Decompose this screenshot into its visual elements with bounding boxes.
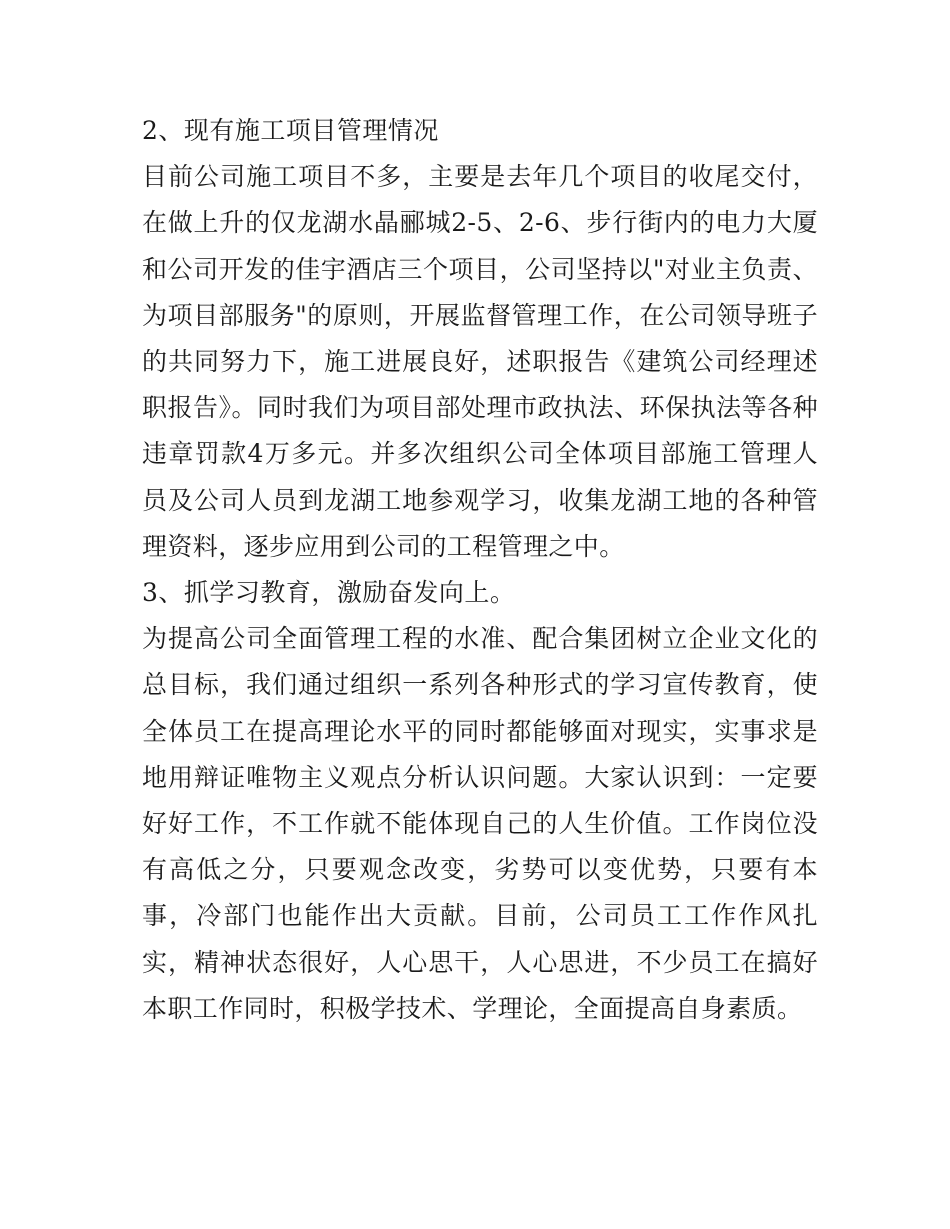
paragraph-study-education: 为提高公司全面管理工程的水准、配合集团树立企业文化的总目标，我们通过组织一系列各种形式的学习宣传教育，使全体员工在提高理论水平的同时都能够面对现实，实事求是地用辩证唯物主义观点分析认识问题。大家认识到：一定要好好工作，不工作就不能体现自己的人生价值。工作岗位没有高低之分，只要观念改变，劣势可以变优势，只要有本事，冷部门也能作出大贡献。目前，公司员工工作作风扎实，精神状态很好，人心思干，人心思进，不少员工在搞好本职工作同时，积极学技术、学理论，全面提高自身素质。: [142, 624, 818, 1023]
paragraph-project-management: 目前公司施工项目不多，主要是去年几个项目的收尾交付，在做上升的仅龙湖水晶郦城2-5、2-6、步行街内的电力大厦和公司开发的佳宇酒店三个项目，公司坚持以"对业主负责、为项目部服务"的原则，开展监督管理工作，在公司领导班子的共同努力下，施工进展良好，述职报告《建筑公司经理述职报告》。同时我们为项目部处理市政执法、环保执法等各种违章罚款4万多元。并多次组织公司全体项目部施工管理人员及公司人员到龙湖工地参观学习，收集龙湖工地的各种管理资料，逐步应用到公司的工程管理之中。: [142, 162, 818, 561]
section-heading-study-education: 3、抓学习教育，激励奋发向上。: [142, 578, 516, 608]
document-body: [142, 108, 818, 1032]
section-heading-project-management: 2、现有施工项目管理情况: [142, 116, 439, 145]
